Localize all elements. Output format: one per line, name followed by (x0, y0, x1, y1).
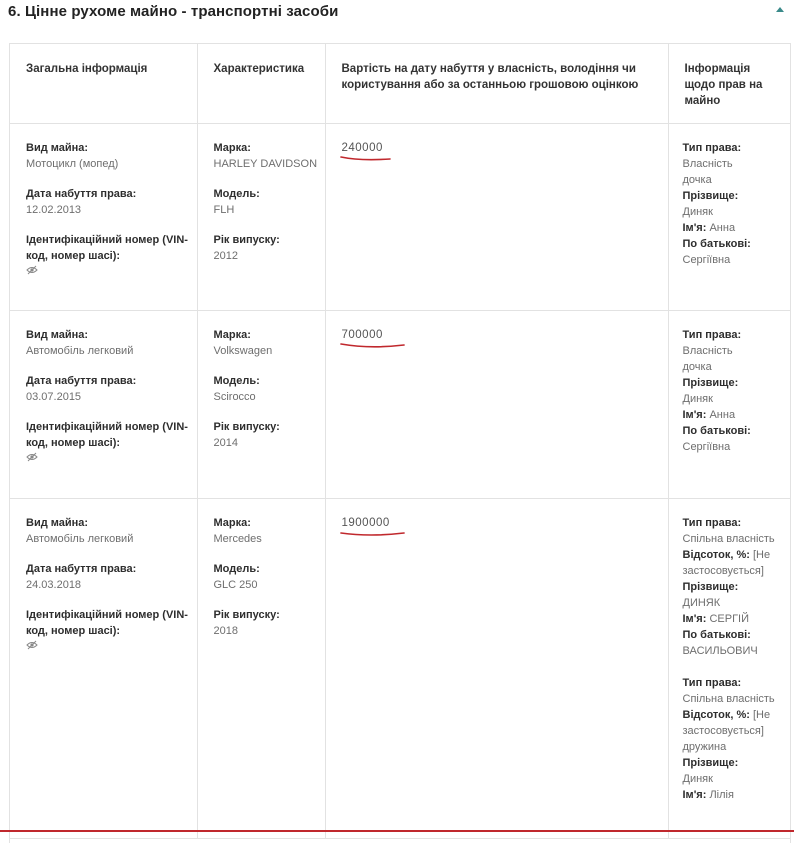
type-value: Мотоцикл (мопед) (26, 157, 119, 170)
surname-value: Диняк (682, 205, 713, 218)
value-cell (325, 498, 668, 838)
name-label: Ім'я: (682, 221, 707, 234)
name-value: Лілія (709, 788, 734, 801)
patronymic-label: По батькові: (682, 424, 751, 437)
bottom-divider (0, 830, 794, 832)
patronymic-label: По батькові: (682, 237, 751, 250)
name-label: Ім'я: (682, 408, 707, 421)
brand-value: Mercedes (213, 532, 262, 545)
brand-label: Марка: (213, 141, 251, 154)
year-value: 2014 (213, 436, 238, 449)
surname-value: ДИНЯК (682, 596, 721, 609)
name-label: Ім'я: (682, 612, 707, 625)
surname-label: Прізвище: (682, 756, 739, 769)
year-label: Рік випуску: (213, 420, 280, 433)
brand-value: Volkswagen (213, 344, 273, 357)
brand-label: Марка: (213, 328, 251, 341)
vehicles-table (9, 43, 791, 843)
year-label: Рік випуску: (213, 608, 280, 621)
vin-label: Ідентифікаційний номер (VIN-код, номер шасі): (26, 608, 188, 637)
share-label: Відсоток, %: (682, 548, 750, 561)
name-label: Ім'я: (682, 788, 707, 801)
characteristics-cell (197, 123, 325, 310)
relation-value: дочка (682, 173, 712, 186)
characteristics-cell (197, 310, 325, 498)
type-label: Вид майна: (26, 516, 89, 529)
right-type-value: Спільна власність (682, 692, 775, 705)
right-type-label: Тип права: (682, 516, 742, 529)
patronymic-label: По батькові: (682, 628, 751, 641)
model-value: GLC 250 (213, 578, 258, 591)
rights-cell (668, 310, 790, 498)
surname-value: Диняк (682, 392, 713, 405)
vin-label: Ідентифікаційний номер (VIN-код, номер шасі): (26, 233, 188, 262)
model-label: Модель: (213, 374, 260, 387)
value-cell (325, 310, 668, 498)
model-value: Scirocco (213, 390, 256, 403)
share-value: [Не застосовується] (682, 708, 771, 737)
column-header-rights: Інформація щодо прав на майно (668, 44, 790, 123)
rights-cell (668, 498, 790, 838)
surname-value: Диняк (682, 772, 713, 785)
vin-label: Ідентифікаційний номер (VIN-код, номер шасі): (26, 420, 188, 449)
type-value: Автомобіль легковий (26, 532, 134, 545)
table-row (10, 123, 790, 310)
hidden-eye-icon[interactable] (26, 452, 38, 462)
value-amount: 1900000 (341, 516, 390, 529)
column-header-value: Вартість на дату набуття у власність, володіння чи користування або за останньою грошовою оцінкою (325, 44, 668, 123)
type-label: Вид майна: (26, 328, 89, 341)
hidden-eye-icon[interactable] (26, 265, 38, 275)
right-type-label: Тип права: (682, 141, 742, 154)
share-value: [Не застосовується] (682, 548, 771, 577)
patronymic-value: ВАСИЛЬОВИЧ (682, 644, 758, 657)
brand-value: HARLEY DAVIDSON (213, 157, 318, 170)
table-row (10, 498, 790, 838)
column-header-characteristics: Характеристика (197, 44, 325, 123)
general-info-cell (10, 310, 197, 498)
acq-date-value: 24.03.2018 (26, 578, 82, 591)
general-info-cell (10, 123, 197, 310)
characteristics-cell (197, 498, 325, 838)
handwritten-underline (340, 154, 392, 162)
column-header-general-info: Загальна інформація (10, 44, 197, 123)
model-label: Модель: (213, 187, 260, 200)
table-header-row (10, 44, 790, 123)
patronymic-value: Сергіївна (682, 253, 731, 266)
general-info-cell (10, 498, 197, 838)
section-header[interactable] (0, 0, 794, 30)
right-type-value: Власність (682, 157, 733, 170)
share-label: Відсоток, %: (682, 708, 750, 721)
right-type-value: Спільна власність (682, 532, 775, 545)
handwritten-underline (340, 341, 406, 349)
value-amount: 700000 (341, 328, 383, 341)
brand-label: Марка: (213, 516, 251, 529)
handwritten-underline (340, 529, 406, 537)
name-value: Анна (709, 221, 736, 234)
surname-label: Прізвище: (682, 376, 739, 389)
model-label: Модель: (213, 562, 260, 575)
value-cell (325, 123, 668, 310)
collapse-arrow-icon[interactable] (776, 7, 784, 12)
rights-cell (668, 123, 790, 310)
surname-label: Прізвище: (682, 580, 739, 593)
type-label: Вид майна: (26, 141, 89, 154)
right-type-label: Тип права: (682, 328, 742, 341)
relation-value: дочка (682, 360, 712, 373)
surname-label: Прізвище: (682, 189, 739, 202)
right-type-label: Тип права: (682, 676, 742, 689)
hidden-eye-icon[interactable] (26, 640, 38, 650)
acq-date-value: 12.02.2013 (26, 203, 82, 216)
table-row (10, 310, 790, 498)
section-title: 6. Цінне рухоме майно - транспортні засоби (8, 3, 339, 20)
year-label: Рік випуску: (213, 233, 280, 246)
relation-value: дружина (682, 740, 727, 753)
value-amount: 240000 (341, 141, 383, 154)
type-value: Автомобіль легковий (26, 344, 134, 357)
acq-date-label: Дата набуття права: (26, 374, 137, 387)
year-value: 2012 (213, 249, 238, 262)
acq-date-label: Дата набуття права: (26, 187, 137, 200)
year-value: 2018 (213, 624, 238, 637)
acq-date-label: Дата набуття права: (26, 562, 137, 575)
patronymic-value: Сергіївна (682, 440, 731, 453)
name-value: СЕРГІЙ (709, 612, 749, 625)
right-type-value: Власність (682, 344, 733, 357)
name-value: Анна (709, 408, 736, 421)
model-value: FLH (213, 203, 235, 216)
acq-date-value: 03.07.2015 (26, 390, 82, 403)
